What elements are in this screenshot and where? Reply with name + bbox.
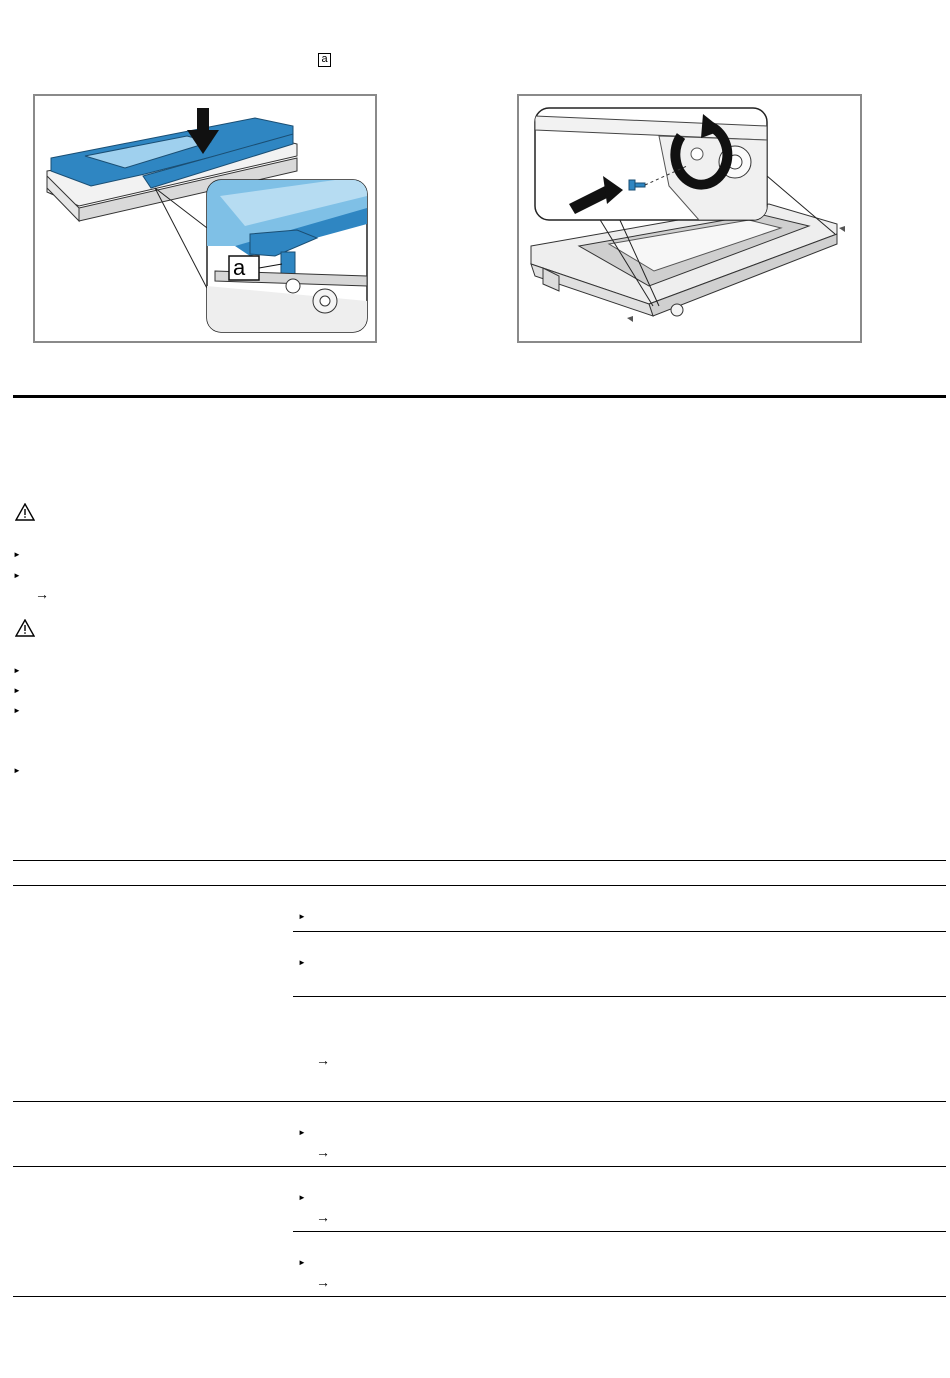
bullet-triangle-icon: ►: [13, 550, 21, 559]
result-arrow-icon: →: [316, 1144, 330, 1160]
figure-door-insert: [33, 94, 377, 343]
door-insert-illustration: [35, 96, 375, 341]
callout-label-a: a: [233, 255, 246, 280]
result-arrow-icon: →: [316, 1209, 330, 1225]
bullet-triangle-icon: ►: [13, 666, 21, 675]
table-row-rule: [13, 885, 946, 886]
table-header-rule: [13, 860, 946, 861]
zoom-inset: [535, 108, 767, 220]
bullet-triangle-icon: ►: [298, 1258, 306, 1267]
table-row-rule: [13, 1101, 946, 1102]
warning-triangle-icon: [15, 619, 35, 637]
bullet-triangle-icon: ►: [13, 571, 21, 580]
result-arrow-icon: →: [316, 1274, 330, 1290]
table-row-rule: [13, 1166, 946, 1167]
bullet-triangle-icon: ►: [298, 1193, 306, 1202]
table-subrow-rule: [293, 931, 946, 932]
bullet-triangle-icon: ►: [13, 766, 21, 775]
bullet-triangle-icon: ►: [298, 958, 306, 967]
table-subrow-rule: [293, 996, 946, 997]
warning-triangle-icon: [15, 503, 35, 521]
table-subrow-rule: [293, 1231, 946, 1232]
result-arrow-icon: →: [316, 1052, 330, 1068]
callout-marker: a: [318, 49, 331, 67]
figure-door-screw: [517, 94, 862, 343]
section-divider: [13, 395, 946, 398]
result-arrow-icon: →: [35, 586, 49, 602]
zoom-inset: [207, 180, 367, 332]
door-screw-illustration: [519, 96, 860, 341]
bullet-triangle-icon: ►: [298, 912, 306, 921]
bullet-triangle-icon: ►: [13, 706, 21, 715]
table-bottom-rule: [13, 1296, 946, 1297]
bullet-triangle-icon: ►: [298, 1128, 306, 1137]
bullet-triangle-icon: ►: [13, 686, 21, 695]
